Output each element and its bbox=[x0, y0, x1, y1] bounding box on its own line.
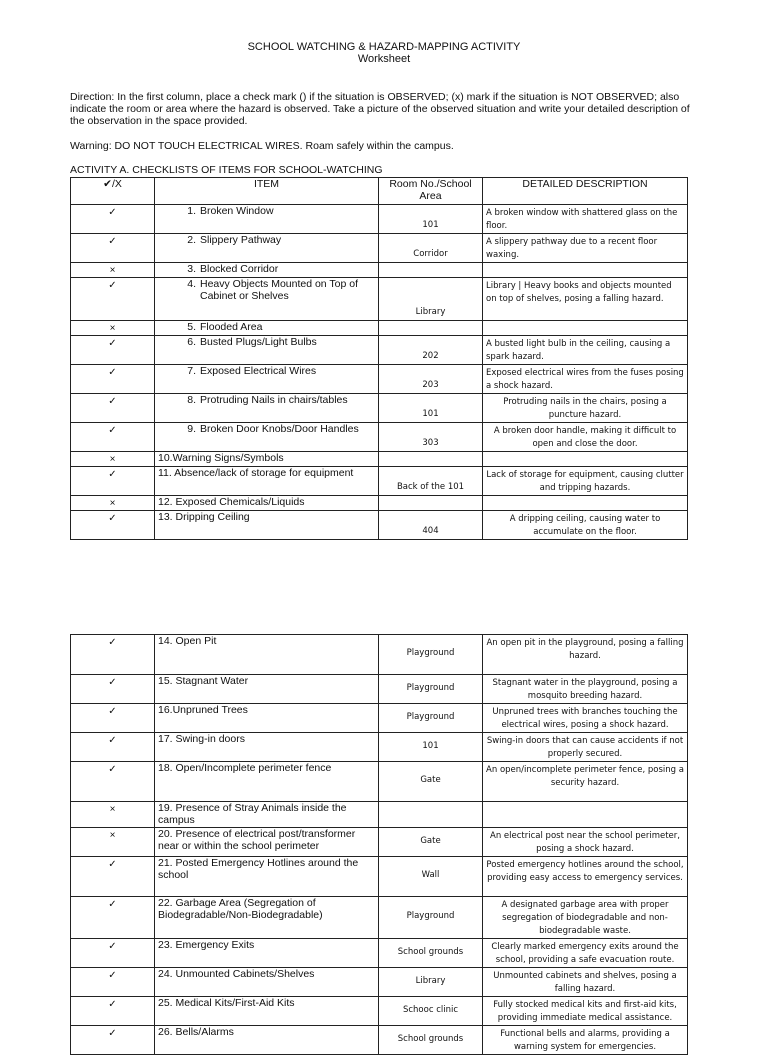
item-text: 10.Warning Signs/Symbols bbox=[158, 452, 284, 464]
item-number: 8. bbox=[187, 394, 196, 406]
room-cell: 404 bbox=[379, 511, 483, 540]
description-cell: A broken door handle, making it difficult to open and close the door. bbox=[483, 423, 688, 452]
item-number: 6. bbox=[187, 336, 196, 348]
check-mark: ✓ bbox=[71, 336, 155, 365]
check-mark: ✓ bbox=[71, 365, 155, 394]
room-cell: Corridor bbox=[379, 234, 483, 263]
description-cell: Unmounted cabinets and shelves, posing a falling hazard. bbox=[483, 968, 688, 997]
item-cell bbox=[155, 365, 379, 394]
room-cell: School grounds bbox=[379, 1026, 483, 1055]
description-cell: Clearly marked emergency exits around the school, providing a safe evacuation route. bbox=[483, 939, 688, 968]
item-text: Exposed Electrical Wires bbox=[200, 365, 317, 377]
item-number: 4. bbox=[187, 278, 196, 290]
item-text: 11. Absence/lack of storage for equipment bbox=[158, 467, 354, 479]
table-row bbox=[71, 205, 688, 234]
description-cell: A broken window with shattered glass on the floor. bbox=[483, 205, 688, 234]
table-row bbox=[71, 365, 688, 394]
table-row bbox=[71, 467, 688, 496]
item-number: 7. bbox=[187, 365, 196, 377]
check-mark: ✓ bbox=[71, 205, 155, 234]
item-text: 13. Dripping Ceiling bbox=[158, 511, 250, 523]
item-cell: 16.Unpruned Trees bbox=[155, 704, 379, 733]
item-cell bbox=[155, 467, 379, 496]
room-cell: 202 bbox=[379, 336, 483, 365]
item-text: Busted Plugs/Light Bulbs bbox=[200, 336, 317, 348]
table-row bbox=[71, 635, 688, 675]
table-row bbox=[71, 394, 688, 423]
room-cell: 303 bbox=[379, 423, 483, 452]
table-row bbox=[71, 675, 688, 704]
table-row bbox=[71, 762, 688, 802]
description-cell: Functional bells and alarms, providing a warning system for emergencies. bbox=[483, 1026, 688, 1055]
check-mark: ✓ bbox=[71, 278, 155, 321]
check-mark: ✓ bbox=[71, 704, 155, 733]
description-cell: Lack of storage for equipment, causing clutter and tripping hazards. bbox=[483, 467, 688, 496]
item-cell: 22. Garbage Area (Segregation of Biodegradable/Non-Biodegradable) bbox=[155, 897, 379, 939]
header-mark: ✔/X bbox=[71, 178, 155, 205]
check-mark: ✓ bbox=[71, 733, 155, 762]
description-cell: Unpruned trees with branches touching the electrical wires, posing a shock hazard. bbox=[483, 704, 688, 733]
room-cell: 101 bbox=[379, 205, 483, 234]
description-cell: An open pit in the playground, posing a falling hazard. bbox=[483, 635, 688, 675]
table-row bbox=[71, 278, 688, 321]
room-cell bbox=[379, 452, 483, 467]
table-row bbox=[71, 802, 688, 828]
item-cell: 18. Open/Incomplete perimeter fence bbox=[155, 762, 379, 802]
room-cell: Playground bbox=[379, 897, 483, 939]
room-cell: Library bbox=[379, 278, 483, 321]
description-cell bbox=[483, 802, 688, 828]
item-text: Broken Door Knobs/Door Handles bbox=[200, 423, 359, 435]
check-mark: ✓ bbox=[71, 939, 155, 968]
item-cell: 17. Swing-in doors bbox=[155, 733, 379, 762]
check-mark: ✓ bbox=[71, 997, 155, 1026]
description-cell: An electrical post near the school perimeter, posing a shock hazard. bbox=[483, 828, 688, 857]
room-cell bbox=[379, 321, 483, 336]
room-cell: Playground bbox=[379, 704, 483, 733]
check-mark: ✓ bbox=[71, 897, 155, 939]
check-mark: ✓ bbox=[71, 857, 155, 897]
description-cell: A slippery pathway due to a recent floor waxing. bbox=[483, 234, 688, 263]
check-mark: ✓ bbox=[71, 511, 155, 540]
item-cell: 21. Posted Emergency Hotlines around the school bbox=[155, 857, 379, 897]
description-cell bbox=[483, 263, 688, 278]
table-row bbox=[71, 1026, 688, 1055]
item-number: 1. bbox=[187, 205, 196, 217]
room-cell: Gate bbox=[379, 762, 483, 802]
item-cell bbox=[155, 496, 379, 511]
checklist-table-1 bbox=[70, 177, 688, 540]
check-mark: × bbox=[71, 802, 155, 828]
item-cell bbox=[155, 205, 379, 234]
description-cell: Fully stocked medical kits and first-aid kits, providing immediate medical assistance. bbox=[483, 997, 688, 1026]
item-text: Slippery Pathway bbox=[200, 234, 282, 246]
table-header-row bbox=[71, 178, 688, 205]
description-cell: A designated garbage area with proper segregation of biodegradable and non-biodegradable waste. bbox=[483, 897, 688, 939]
description-cell: Stagnant water in the playground, posing a mosquito breeding hazard. bbox=[483, 675, 688, 704]
description-cell: An open/incomplete perimeter fence, posing a security hazard. bbox=[483, 762, 688, 802]
check-mark: ✓ bbox=[71, 234, 155, 263]
table-row bbox=[71, 423, 688, 452]
table-row bbox=[71, 828, 688, 857]
check-mark: ✓ bbox=[71, 467, 155, 496]
item-cell bbox=[155, 511, 379, 540]
item-text: Heavy Objects Mounted on Top of bbox=[200, 278, 358, 290]
item-text: Flooded Area bbox=[200, 321, 263, 333]
item-cell: 15. Stagnant Water bbox=[155, 675, 379, 704]
item-cell bbox=[155, 336, 379, 365]
check-mark: ✓ bbox=[71, 635, 155, 675]
item-number: 2. bbox=[187, 234, 196, 246]
table-row bbox=[71, 511, 688, 540]
item-text: 12. Exposed Chemicals/Liquids bbox=[158, 496, 305, 508]
table-row bbox=[71, 263, 688, 278]
table-row bbox=[71, 939, 688, 968]
description-cell: Library | Heavy books and objects mounted on top of shelves, posing a falling hazard. bbox=[483, 278, 688, 321]
activity-heading: ACTIVITY A. CHECKLISTS OF ITEMS FOR SCHOOL-WATCHING bbox=[70, 164, 383, 176]
direction-text: Direction: In the first column, place a check mark () if the situation is OBSERVED; (x) mark if the situation is NOT OBSERVED; also indicate the room or area where the hazard is observed. Take a picture of the observed situation and write your detailed description of the observation in the space provided. bbox=[70, 91, 690, 127]
check-mark: ✓ bbox=[71, 675, 155, 704]
room-cell: 101 bbox=[379, 733, 483, 762]
description-cell bbox=[483, 452, 688, 467]
table-row bbox=[71, 997, 688, 1026]
item-cell: 25. Medical Kits/First-Aid Kits bbox=[155, 997, 379, 1026]
item-cell: 23. Emergency Exits bbox=[155, 939, 379, 968]
item-text-continued: Cabinet or Shelves bbox=[200, 290, 289, 302]
table-row bbox=[71, 968, 688, 997]
table-row bbox=[71, 321, 688, 336]
worksheet-title: SCHOOL WATCHING & HAZARD-MAPPING ACTIVITY bbox=[247, 41, 521, 53]
check-mark: × bbox=[71, 496, 155, 511]
room-cell bbox=[379, 496, 483, 511]
item-text: Broken Window bbox=[200, 205, 274, 217]
table-row bbox=[71, 234, 688, 263]
check-mark: ✓ bbox=[71, 762, 155, 802]
item-cell: 26. Bells/Alarms bbox=[155, 1026, 379, 1055]
table-row bbox=[71, 452, 688, 467]
description-cell bbox=[483, 496, 688, 511]
description-cell bbox=[483, 321, 688, 336]
room-cell: 101 bbox=[379, 394, 483, 423]
description-cell: Protruding nails in the chairs, posing a puncture hazard. bbox=[483, 394, 688, 423]
room-cell: Library bbox=[379, 968, 483, 997]
table-row bbox=[71, 857, 688, 897]
item-cell bbox=[155, 394, 379, 423]
item-cell bbox=[155, 423, 379, 452]
worksheet-subtitle: Worksheet bbox=[357, 53, 411, 65]
room-cell: Playground bbox=[379, 675, 483, 704]
item-cell bbox=[155, 452, 379, 467]
description-cell: Exposed electrical wires from the fuses posing a shock hazard. bbox=[483, 365, 688, 394]
room-cell: Back of the 101 bbox=[379, 467, 483, 496]
check-mark: × bbox=[71, 452, 155, 467]
room-cell bbox=[379, 263, 483, 278]
item-number: 9. bbox=[187, 423, 196, 435]
item-text: Protruding Nails in chairs/tables bbox=[200, 394, 348, 406]
room-cell: School grounds bbox=[379, 939, 483, 968]
warning-text: Warning: DO NOT TOUCH ELECTRICAL WIRES. Roam safely within the campus. bbox=[70, 140, 454, 152]
item-cell: 19. Presence of Stray Animals inside the campus bbox=[155, 802, 379, 828]
item-cell bbox=[155, 278, 379, 321]
check-mark: ✓ bbox=[71, 394, 155, 423]
check-mark: × bbox=[71, 321, 155, 336]
room-cell: Schooc clinic bbox=[379, 997, 483, 1026]
item-cell: 20. Presence of electrical post/transformer near or within the school perimeter bbox=[155, 828, 379, 857]
room-cell: 203 bbox=[379, 365, 483, 394]
check-mark: × bbox=[71, 263, 155, 278]
table-row bbox=[71, 704, 688, 733]
description-cell: Posted emergency hotlines around the school, providing easy access to emergency services. bbox=[483, 857, 688, 897]
item-number: 5. bbox=[187, 321, 196, 333]
item-number: 3. bbox=[187, 263, 196, 275]
room-cell: Playground bbox=[379, 635, 483, 675]
item-cell bbox=[155, 321, 379, 336]
table-row bbox=[71, 733, 688, 762]
check-mark: ✓ bbox=[71, 968, 155, 997]
description-cell: Swing-in doors that can cause accidents if not properly secured. bbox=[483, 733, 688, 762]
description-cell: A dripping ceiling, causing water to accumulate on the floor. bbox=[483, 511, 688, 540]
check-mark: ✓ bbox=[71, 423, 155, 452]
item-cell bbox=[155, 263, 379, 278]
header-item: ITEM bbox=[155, 178, 379, 205]
table-row bbox=[71, 336, 688, 365]
description-cell: A busted light bulb in the ceiling, causing a spark hazard. bbox=[483, 336, 688, 365]
checklist-table-2 bbox=[70, 634, 688, 1055]
room-cell bbox=[379, 802, 483, 828]
check-mark: ✓ bbox=[71, 1026, 155, 1055]
item-cell: 24. Unmounted Cabinets/Shelves bbox=[155, 968, 379, 997]
room-cell: Gate bbox=[379, 828, 483, 857]
item-cell bbox=[155, 234, 379, 263]
item-cell: 14. Open Pit bbox=[155, 635, 379, 675]
check-mark: × bbox=[71, 828, 155, 857]
table-row bbox=[71, 897, 688, 939]
item-text: Blocked Corridor bbox=[200, 263, 279, 275]
room-cell: Wall bbox=[379, 857, 483, 897]
header-description: DETAILED DESCRIPTION bbox=[483, 178, 688, 205]
table-row bbox=[71, 496, 688, 511]
header-room: Room No./School Area bbox=[379, 178, 483, 205]
